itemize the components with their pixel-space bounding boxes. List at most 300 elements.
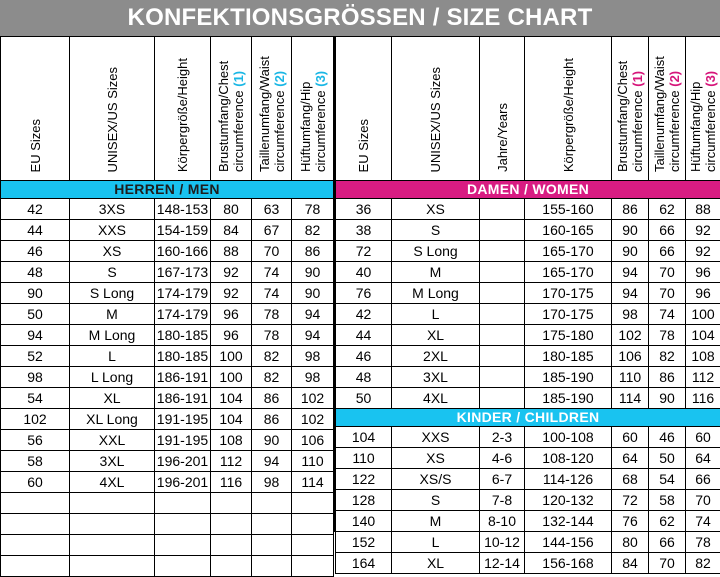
table-cell: 191-195 xyxy=(155,409,211,430)
table-row xyxy=(1,220,334,241)
table-cell xyxy=(252,556,292,577)
table-cell: 152 xyxy=(336,532,392,553)
table-cell: 64 xyxy=(686,448,720,469)
table-cell: 128 xyxy=(336,490,392,511)
table-row xyxy=(1,346,334,367)
table-cell: 112 xyxy=(211,451,252,472)
table-cell: S xyxy=(392,490,480,511)
table-cell: 94 xyxy=(292,325,334,346)
table-cell xyxy=(252,514,292,535)
table-row xyxy=(336,469,720,490)
table-cell: 60 xyxy=(686,427,720,448)
table-cell: 165-170 xyxy=(525,262,612,283)
table-cell: 70 xyxy=(649,262,686,283)
table-cell: 70 xyxy=(252,241,292,262)
table-cell xyxy=(211,493,252,514)
men-size-table xyxy=(0,36,334,577)
column-header-label: UNISEX/US Sizes xyxy=(428,63,443,176)
table-cell: XS xyxy=(70,241,155,262)
table-row xyxy=(1,514,334,535)
table-cell: 88 xyxy=(211,241,252,262)
table-cell: 50 xyxy=(336,388,392,409)
table-row xyxy=(336,367,720,388)
table-cell: XS xyxy=(392,199,480,220)
table-cell: 160-165 xyxy=(525,220,612,241)
table-row xyxy=(1,451,334,472)
table-cell: 140 xyxy=(336,511,392,532)
table-cell: 94 xyxy=(612,262,649,283)
column-header-label: Körpergröße/Height xyxy=(561,54,576,176)
table-cell: 58 xyxy=(1,451,70,472)
table-cell: 8-10 xyxy=(480,511,525,532)
table-cell: 12-14 xyxy=(480,553,525,574)
table-cell: 90 xyxy=(252,430,292,451)
footnote-number: (3) xyxy=(313,71,328,87)
column-header xyxy=(336,37,392,181)
table-cell: 82 xyxy=(252,346,292,367)
table-cell xyxy=(480,367,525,388)
table-cell: XS xyxy=(392,448,480,469)
table-cell: M Long xyxy=(70,325,155,346)
table-cell: 104 xyxy=(686,325,720,346)
table-cell: 72 xyxy=(612,490,649,511)
table-row xyxy=(336,553,720,574)
table-cell: 108-120 xyxy=(525,448,612,469)
table-cell: 196-201 xyxy=(155,451,211,472)
table-row xyxy=(336,427,720,448)
table-cell: 94 xyxy=(612,283,649,304)
table-cell: 82 xyxy=(252,367,292,388)
table-cell xyxy=(480,346,525,367)
column-header xyxy=(211,37,252,181)
men-header-row xyxy=(1,37,334,181)
table-cell: 155-160 xyxy=(525,199,612,220)
table-cell: 54 xyxy=(649,469,686,490)
table-cell: XL Long xyxy=(70,409,155,430)
table-cell xyxy=(155,556,211,577)
table-cell: 58 xyxy=(649,490,686,511)
table-cell: 98 xyxy=(292,367,334,388)
table-cell: 96 xyxy=(211,325,252,346)
table-cell: 10-12 xyxy=(480,532,525,553)
women-section-band xyxy=(336,181,720,199)
table-cell: L xyxy=(392,304,480,325)
footnote-number: (2) xyxy=(667,71,682,87)
table-cell: M xyxy=(392,511,480,532)
table-cell: 40 xyxy=(336,262,392,283)
column-header-label: Hüftumfang/Hip circumference (3) xyxy=(688,37,718,176)
table-cell: S Long xyxy=(70,283,155,304)
table-row xyxy=(336,220,720,241)
column-header-label: Brustumfang/Chest circumference (1) xyxy=(216,37,246,176)
column-header xyxy=(649,37,686,181)
table-row xyxy=(1,262,334,283)
table-row xyxy=(336,199,720,220)
table-row xyxy=(1,472,334,493)
table-cell: 98 xyxy=(612,304,649,325)
table-cell xyxy=(70,535,155,556)
table-cell xyxy=(155,514,211,535)
table-cell: 180-185 xyxy=(525,346,612,367)
table-cell: 106 xyxy=(292,430,334,451)
table-cell xyxy=(211,556,252,577)
table-cell: 86 xyxy=(649,367,686,388)
table-cell: 78 xyxy=(649,325,686,346)
table-cell: 144-156 xyxy=(525,532,612,553)
table-cell: 160-166 xyxy=(155,241,211,262)
table-cell xyxy=(70,556,155,577)
table-cell: 90 xyxy=(649,388,686,409)
table-cell: 46 xyxy=(336,346,392,367)
column-header-label: Körpergröße/Height xyxy=(175,54,190,176)
column-header xyxy=(612,37,649,181)
table-row xyxy=(1,199,334,220)
table-cell: 110 xyxy=(612,367,649,388)
table-cell: 122 xyxy=(336,469,392,490)
page-title: KONFEKTIONSGRÖSSEN / SIZE CHART xyxy=(0,0,720,36)
table-cell: 60 xyxy=(1,472,70,493)
table-cell: XXS xyxy=(392,427,480,448)
table-row xyxy=(1,493,334,514)
table-cell: 46 xyxy=(1,241,70,262)
table-cell xyxy=(1,493,70,514)
table-cell: 50 xyxy=(1,304,70,325)
table-cell: 78 xyxy=(292,199,334,220)
table-cell: 48 xyxy=(336,367,392,388)
table-cell: XL xyxy=(392,325,480,346)
column-header-label: EU Sizes xyxy=(356,115,371,176)
table-cell: 80 xyxy=(211,199,252,220)
table-cell: 80 xyxy=(612,532,649,553)
table-cell: 180-185 xyxy=(155,346,211,367)
table-row xyxy=(336,511,720,532)
table-cell: 191-195 xyxy=(155,430,211,451)
section-band-label: DAMEN / WOMEN xyxy=(336,181,720,199)
table-cell: 100 xyxy=(686,304,720,325)
table-cell: 98 xyxy=(252,472,292,493)
table-cell: 4XL xyxy=(70,472,155,493)
table-cell: 165-170 xyxy=(525,241,612,262)
table-cell xyxy=(70,493,155,514)
table-cell: 92 xyxy=(686,241,720,262)
table-cell: 63 xyxy=(252,199,292,220)
table-cell: 90 xyxy=(1,283,70,304)
column-header xyxy=(70,37,155,181)
table-cell: 88 xyxy=(686,199,720,220)
table-cell xyxy=(70,514,155,535)
column-header xyxy=(252,37,292,181)
table-cell: 6-7 xyxy=(480,469,525,490)
table-cell xyxy=(480,262,525,283)
table-cell: 98 xyxy=(1,367,70,388)
table-cell: 56 xyxy=(1,430,70,451)
table-cell: 112 xyxy=(686,367,720,388)
table-cell: 84 xyxy=(211,220,252,241)
table-cell xyxy=(1,535,70,556)
table-cell xyxy=(1,556,70,577)
table-cell: 86 xyxy=(252,388,292,409)
table-row xyxy=(336,490,720,511)
table-cell: 78 xyxy=(686,532,720,553)
table-cell: 104 xyxy=(336,427,392,448)
table-cell xyxy=(480,241,525,262)
table-cell xyxy=(480,283,525,304)
table-cell: 96 xyxy=(211,304,252,325)
column-header-label: Hüftumfang/Hip circumference (3) xyxy=(298,37,328,176)
table-cell: 196-201 xyxy=(155,472,211,493)
women-header-row xyxy=(336,37,720,181)
table-cell: 60 xyxy=(612,427,649,448)
table-cell: 68 xyxy=(612,469,649,490)
footnote-number: (3) xyxy=(703,71,718,87)
table-cell: S Long xyxy=(392,241,480,262)
table-cell: 174-179 xyxy=(155,283,211,304)
table-cell: 70 xyxy=(686,490,720,511)
table-cell: 3XL xyxy=(70,451,155,472)
table-row xyxy=(336,346,720,367)
table-cell: XXL xyxy=(70,430,155,451)
table-cell: 36 xyxy=(336,199,392,220)
table-cell: S xyxy=(392,220,480,241)
table-cell: 84 xyxy=(612,553,649,574)
footnote-number: (1) xyxy=(231,71,246,87)
table-cell: 48 xyxy=(1,262,70,283)
table-cell: 92 xyxy=(211,283,252,304)
column-header xyxy=(292,37,334,181)
column-header-label: Jahre/Years xyxy=(495,99,510,176)
column-header-label: Taillenumfang/Waist circumference (2) xyxy=(257,37,287,176)
table-cell xyxy=(480,325,525,346)
table-cell: 180-185 xyxy=(155,325,211,346)
table-cell xyxy=(155,535,211,556)
table-cell: 175-180 xyxy=(525,325,612,346)
table-cell: 86 xyxy=(292,241,334,262)
table-cell xyxy=(480,304,525,325)
table-cell: 62 xyxy=(649,199,686,220)
table-cell: 114-126 xyxy=(525,469,612,490)
table-cell: 116 xyxy=(211,472,252,493)
table-row xyxy=(336,241,720,262)
section-band-label: KINDER / CHILDREN xyxy=(336,409,720,427)
table-cell: XS/S xyxy=(392,469,480,490)
table-cell: 70 xyxy=(649,553,686,574)
section-band-label: HERREN / MEN xyxy=(1,181,334,199)
table-cell xyxy=(292,535,334,556)
table-cell: 86 xyxy=(252,409,292,430)
table-cell: 90 xyxy=(612,220,649,241)
table-cell: 76 xyxy=(612,511,649,532)
table-cell xyxy=(252,535,292,556)
table-cell: 167-173 xyxy=(155,262,211,283)
table-cell: L Long xyxy=(70,367,155,388)
table-cell: M Long xyxy=(392,283,480,304)
table-cell: 74 xyxy=(649,304,686,325)
table-cell: 90 xyxy=(292,283,334,304)
table-cell: 50 xyxy=(649,448,686,469)
column-header-label: Brustumfang/Chest circumference (1) xyxy=(615,37,645,176)
footnote-number: (2) xyxy=(272,71,287,87)
table-cell: 102 xyxy=(292,409,334,430)
table-row xyxy=(336,448,720,469)
table-cell: 120-132 xyxy=(525,490,612,511)
table-cell: 52 xyxy=(1,346,70,367)
table-cell: 76 xyxy=(336,283,392,304)
table-cell: 106 xyxy=(612,346,649,367)
table-cell: 96 xyxy=(686,283,720,304)
table-cell: XXS xyxy=(70,220,155,241)
table-cell: 66 xyxy=(649,241,686,262)
table-row xyxy=(1,283,334,304)
table-row xyxy=(1,367,334,388)
table-cell: 74 xyxy=(252,262,292,283)
table-row xyxy=(1,556,334,577)
table-cell: 94 xyxy=(1,325,70,346)
table-cell: 110 xyxy=(336,448,392,469)
table-cell: 67 xyxy=(252,220,292,241)
column-header xyxy=(155,37,211,181)
table-row xyxy=(1,535,334,556)
table-row xyxy=(1,409,334,430)
table-cell: 74 xyxy=(252,283,292,304)
men-section-band xyxy=(1,181,334,199)
table-row xyxy=(1,304,334,325)
table-cell: 104 xyxy=(211,388,252,409)
table-cell: 86 xyxy=(612,199,649,220)
table-cell: 44 xyxy=(336,325,392,346)
table-cell xyxy=(292,514,334,535)
table-cell: 64 xyxy=(612,448,649,469)
table-cell: 72 xyxy=(336,241,392,262)
table-row xyxy=(336,532,720,553)
table-cell: 92 xyxy=(211,262,252,283)
column-header xyxy=(480,37,525,181)
table-cell: 7-8 xyxy=(480,490,525,511)
table-cell: 94 xyxy=(292,304,334,325)
table-cell: XL xyxy=(70,388,155,409)
table-cell: 170-175 xyxy=(525,304,612,325)
footnote-number: (1) xyxy=(630,71,645,87)
table-row xyxy=(1,241,334,262)
table-cell xyxy=(1,514,70,535)
table-cell: 78 xyxy=(252,304,292,325)
table-cell: 102 xyxy=(612,325,649,346)
table-cell: 114 xyxy=(292,472,334,493)
table-cell: 42 xyxy=(1,199,70,220)
table-cell: 3XS xyxy=(70,199,155,220)
table-row xyxy=(1,388,334,409)
table-cell: 66 xyxy=(649,220,686,241)
table-cell xyxy=(211,535,252,556)
table-cell: 110 xyxy=(292,451,334,472)
table-cell: 100 xyxy=(211,367,252,388)
table-cell: M xyxy=(392,262,480,283)
table-row xyxy=(336,325,720,346)
table-cell: 2-3 xyxy=(480,427,525,448)
table-cell: 100-108 xyxy=(525,427,612,448)
column-header xyxy=(686,37,720,181)
table-cell: L xyxy=(70,346,155,367)
table-cell: 104 xyxy=(211,409,252,430)
children-section-band xyxy=(336,409,720,427)
table-cell: 116 xyxy=(686,388,720,409)
table-cell: 82 xyxy=(686,553,720,574)
table-cell: XL xyxy=(392,553,480,574)
table-cell: 156-168 xyxy=(525,553,612,574)
table-cell xyxy=(252,493,292,514)
column-header-label: EU Sizes xyxy=(28,115,43,176)
table-cell: 42 xyxy=(336,304,392,325)
table-row xyxy=(336,388,720,409)
table-cell: 108 xyxy=(211,430,252,451)
table-cell: 102 xyxy=(292,388,334,409)
table-cell: 185-190 xyxy=(525,367,612,388)
table-cell: 66 xyxy=(649,532,686,553)
table-cell: 114 xyxy=(612,388,649,409)
table-cell xyxy=(211,514,252,535)
table-cell: 54 xyxy=(1,388,70,409)
table-cell: 74 xyxy=(686,511,720,532)
table-cell: 3XL xyxy=(392,367,480,388)
table-cell: 66 xyxy=(686,469,720,490)
table-cell xyxy=(292,493,334,514)
table-row xyxy=(336,304,720,325)
table-cell: M xyxy=(70,304,155,325)
table-cell: 92 xyxy=(686,220,720,241)
table-row xyxy=(1,325,334,346)
table-cell: L xyxy=(392,532,480,553)
table-cell xyxy=(480,388,525,409)
table-cell: 82 xyxy=(649,346,686,367)
table-cell: 70 xyxy=(649,283,686,304)
table-cell: 132-144 xyxy=(525,511,612,532)
table-cell: 94 xyxy=(252,451,292,472)
table-cell: 90 xyxy=(612,241,649,262)
table-cell: 185-190 xyxy=(525,388,612,409)
table-cell: 96 xyxy=(686,262,720,283)
table-cell xyxy=(480,220,525,241)
table-cell xyxy=(292,556,334,577)
column-header-label: Taillenumfang/Waist circumference (2) xyxy=(652,37,682,176)
table-cell: 186-191 xyxy=(155,367,211,388)
table-cell: 170-175 xyxy=(525,283,612,304)
table-cell: 62 xyxy=(649,511,686,532)
women-children-size-table xyxy=(335,36,720,574)
table-cell: 2XL xyxy=(392,346,480,367)
table-cell: 174-179 xyxy=(155,304,211,325)
table-cell: 186-191 xyxy=(155,388,211,409)
table-cell: 46 xyxy=(649,427,686,448)
table-cell: 108 xyxy=(686,346,720,367)
table-cell: S xyxy=(70,262,155,283)
table-row xyxy=(1,430,334,451)
table-cell: 44 xyxy=(1,220,70,241)
table-cell: 148-153 xyxy=(155,199,211,220)
table-cell: 4XL xyxy=(392,388,480,409)
table-cell: 98 xyxy=(292,346,334,367)
table-cell: 82 xyxy=(292,220,334,241)
table-cell: 164 xyxy=(336,553,392,574)
table-cell xyxy=(480,199,525,220)
table-cell: 4-6 xyxy=(480,448,525,469)
column-header xyxy=(392,37,480,181)
table-row xyxy=(336,262,720,283)
table-cell: 102 xyxy=(1,409,70,430)
column-header-label: UNISEX/US Sizes xyxy=(105,63,120,176)
table-cell: 90 xyxy=(292,262,334,283)
column-header xyxy=(1,37,70,181)
table-cell: 38 xyxy=(336,220,392,241)
table-cell xyxy=(155,493,211,514)
